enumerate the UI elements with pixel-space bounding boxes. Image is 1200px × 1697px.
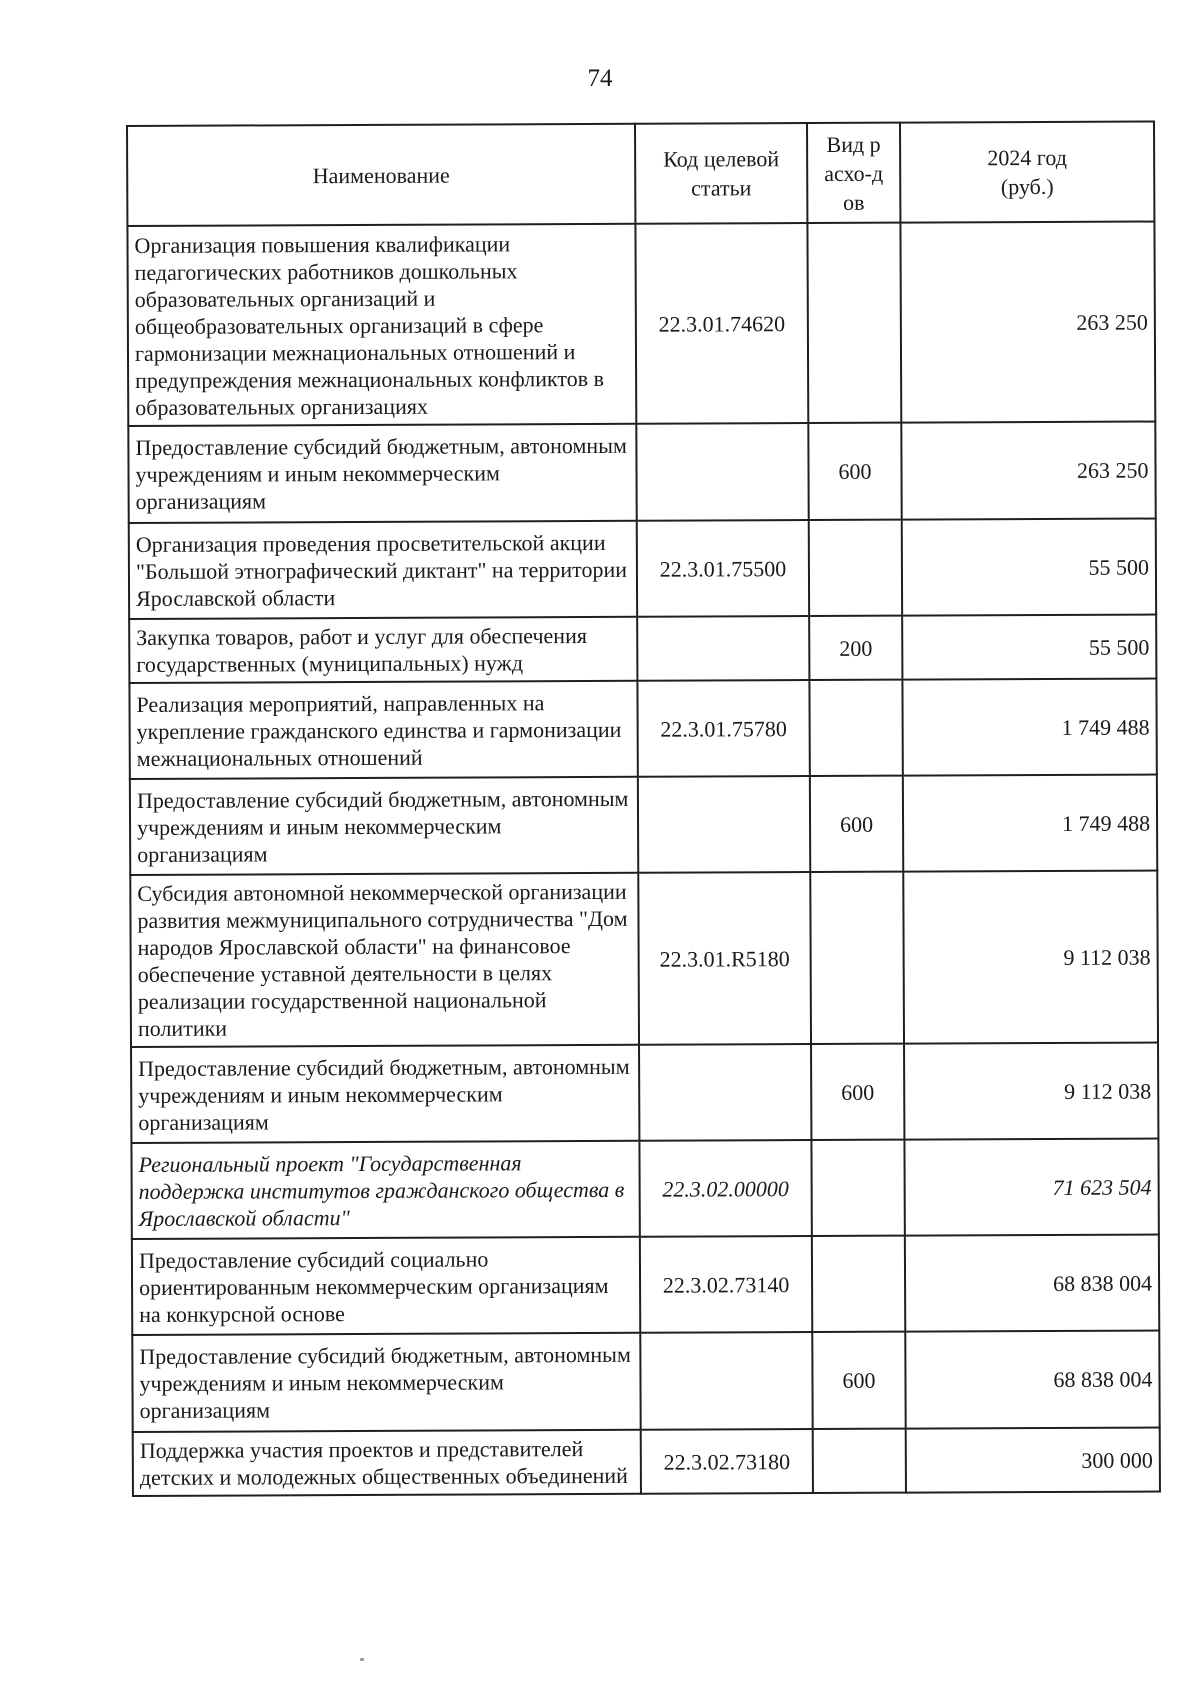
row-amount-cell: 55 500 (902, 519, 1156, 616)
row-code-cell: 22.3.02.73140 (640, 1236, 812, 1333)
row-name-cell: Поддержка участия проектов и представителей детских и молодежных общественных объединений (133, 1430, 641, 1496)
row-name-cell: Организация повышения квалификации педагогических работников дошкольных образовательных организаций и общеобразовательных организаций в сфере гармонизации межнациональных отношений и предупреждения межнациональных конфликтов в образовательных организациях (127, 224, 636, 426)
row-expense-type-cell (807, 223, 901, 423)
table-row (128, 422, 1155, 523)
header-name (127, 124, 635, 226)
row-name-cell: Реализация мероприятий, направленных на укрепление гражданского единства и гармонизации межнациональных отношений (129, 681, 637, 779)
header-amount (900, 122, 1154, 223)
row-expense-type-cell (811, 1140, 904, 1236)
row-amount-cell: 68 838 004 (905, 1331, 1159, 1429)
row-code-cell: 22.3.02.00000 (639, 1140, 811, 1237)
row-expense-type-cell (809, 680, 902, 776)
row-code-cell (640, 1332, 812, 1430)
table-row (127, 222, 1155, 426)
header-type (807, 123, 900, 223)
row-expense-type-cell (813, 1429, 906, 1493)
row-amount-cell: 71 623 504 (904, 1139, 1158, 1236)
table-row (130, 775, 1157, 875)
table-row (132, 1235, 1159, 1335)
table-row (131, 1043, 1158, 1143)
table-row (129, 615, 1156, 683)
row-expense-type-cell (809, 520, 902, 616)
row-amount-cell: 68 838 004 (905, 1235, 1159, 1332)
row-code-cell: 22.3.02.73180 (641, 1429, 813, 1494)
row-code-cell (636, 423, 808, 521)
row-name-cell: Субсидия автономной некоммерческой организации развития межмуниципального сотрудничества "Дом народов Ярославской области" на финансовое обеспечение уставной деятельности в целях реализации государственной национальной политики (130, 873, 639, 1047)
table-row (132, 1331, 1159, 1432)
table-row (130, 871, 1158, 1047)
table-header-row (127, 122, 1154, 226)
header-code (635, 123, 807, 224)
table-body (127, 222, 1160, 1496)
row-amount-cell: 55 500 (902, 615, 1156, 680)
row-amount-cell: 9 112 038 (903, 871, 1158, 1044)
row-code-cell: 22.3.01.75780 (637, 680, 809, 777)
row-name-cell: Предоставление субсидий бюджетным, автономным учреждениям и иным некоммерческим организациям (128, 424, 636, 523)
header-code-label: Код целевой статьи (663, 146, 780, 201)
table-row (129, 519, 1156, 619)
row-expense-type-cell: 600 (808, 423, 901, 520)
row-name-cell: Предоставление субсидий социально ориентированным некоммерческим организациям на конкурсной основе (132, 1237, 640, 1335)
row-expense-type-cell (810, 872, 904, 1044)
row-code-cell: 22.3.01.75500 (637, 520, 809, 617)
row-code-cell (637, 616, 809, 681)
row-code-cell: 22.3.01.74620 (635, 223, 808, 424)
row-amount-cell: 300 000 (906, 1428, 1160, 1493)
row-code-cell: 22.3.01.R5180 (638, 872, 811, 1045)
header-amount-label: 2024 год (руб.) (987, 144, 1067, 200)
page-number: 74 (587, 65, 613, 92)
row-name-cell: Предоставление субсидий бюджетным, автономным учреждениям и иным некоммерческим организациям (132, 1333, 640, 1432)
table-row (133, 1428, 1160, 1496)
row-name-cell: Региональный проект "Государственная поддержка институтов гражданского общества в Ярославской области" (131, 1141, 639, 1239)
budget-table (126, 121, 1161, 1497)
row-name-cell: Предоставление субсидий бюджетным, автономным учреждениям и иным некоммерческим организациям (131, 1045, 639, 1143)
row-name-cell: Предоставление субсидий бюджетным, автономным учреждениям и иным некоммерческим организациям (130, 777, 638, 875)
row-amount-cell: 9 112 038 (904, 1043, 1158, 1140)
row-name-cell: Закупка товаров, работ и услуг для обеспечения государственных (муниципальных) нужд (129, 617, 637, 683)
row-amount-cell: 263 250 (900, 222, 1155, 423)
row-code-cell (639, 1044, 811, 1141)
row-expense-type-cell: 200 (809, 616, 902, 680)
row-amount-cell: 1 749 488 (903, 775, 1157, 872)
row-name-cell: Организация проведения просветительской акции "Большой этнографический диктант" на территории Ярославской области (129, 521, 637, 619)
row-expense-type-cell: 600 (810, 776, 903, 872)
row-code-cell (638, 776, 810, 873)
scan-speck (360, 1658, 364, 1661)
header-name-label: Наименование (312, 162, 450, 188)
table-row (131, 1139, 1158, 1239)
row-amount-cell: 1 749 488 (902, 679, 1156, 776)
header-type-label: Вид расхо-дов (824, 131, 884, 215)
row-amount-cell: 263 250 (901, 422, 1155, 520)
row-expense-type-cell: 600 (811, 1044, 904, 1140)
table-row (129, 679, 1156, 779)
row-expense-type-cell (812, 1236, 905, 1332)
row-expense-type-cell: 600 (812, 1332, 905, 1429)
